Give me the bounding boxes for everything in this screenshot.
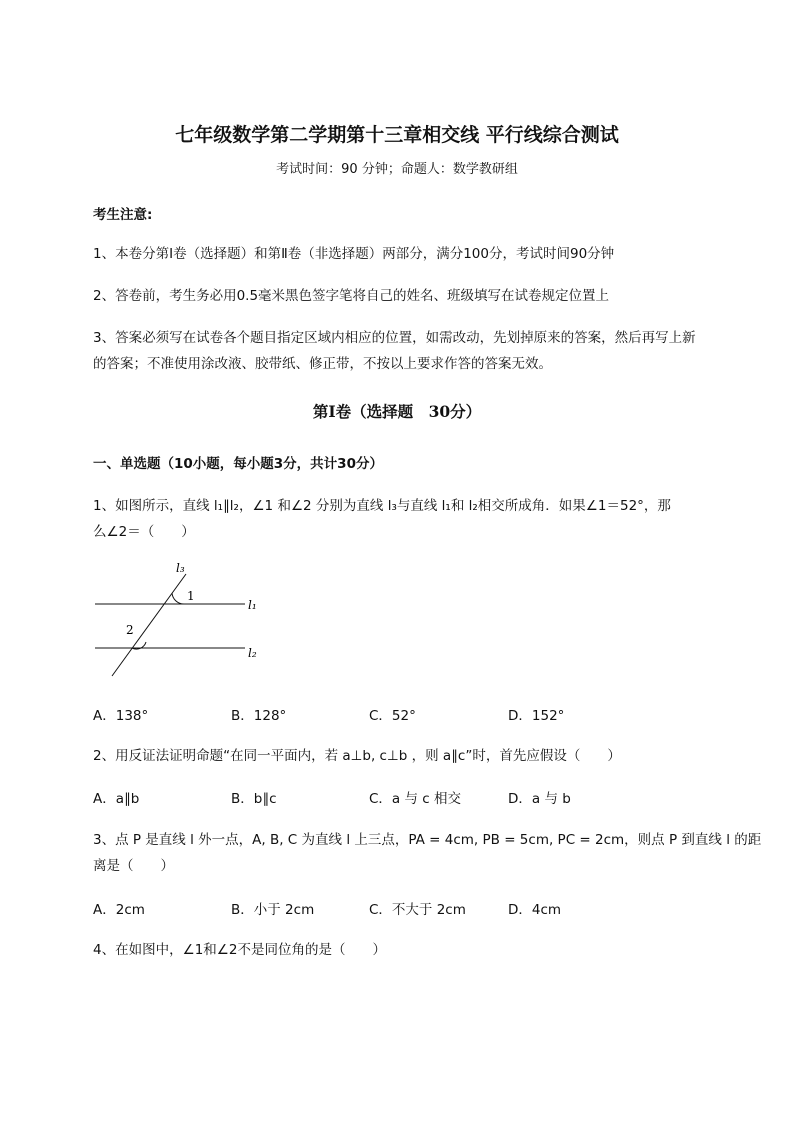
question-1-text: 1、如图所示，直线 l₁∥l₂，∠1 和∠2 分别为直线 l₃与直线 l₁和 l₂相交所成角．如果∠1＝52°，那 <box>93 498 671 514</box>
notice-item-2: 2、答卷前，考生务必用0.5毫米黑色签字笔将自己的姓名、班级填写在试卷规定位置上 <box>93 288 610 304</box>
q2-option-a: A．a∥b <box>93 791 140 807</box>
question-2-text: 2、用反证法证明命题“在同一平面内，若 a⊥b, c⊥b ，则 a∥c”时，首先应假设（ ） <box>93 748 621 764</box>
q1-option-b: B．128° <box>231 708 287 724</box>
notice-item-3: 3、答案必须写在试卷各个题目指定区域内相应的位置，如需改动，先划掉原来的答案，然后再写上新 <box>93 330 696 346</box>
q1-option-a: A．138° <box>93 708 149 724</box>
label-angle-1: 1 <box>187 589 195 603</box>
q2-option-b: B．b∥c <box>231 791 277 807</box>
question-1-text-cont: 么∠2＝（ ） <box>93 524 195 540</box>
question-4-text: 4、在如图中，∠1和∠2不是同位角的是（ ） <box>93 942 386 958</box>
exam-subtitle: 考试时间：90 分钟；命题人：数学教研组 <box>276 162 518 177</box>
question-3-text-cont: 离是（ ） <box>93 858 174 874</box>
notice-item-1: 1、本卷分第Ⅰ卷（选择题）和第Ⅱ卷（非选择题）两部分，满分100分，考试时间90分钟 <box>93 246 615 262</box>
label-l2: l₂ <box>248 646 257 660</box>
section-title: 第Ⅰ卷（选择题 30分） <box>312 402 482 421</box>
label-l3: l₃ <box>176 561 185 575</box>
notice-heading: 考生注意: <box>93 207 153 223</box>
label-l1: l₁ <box>248 598 257 612</box>
part-title: 一、单选题（10小题，每小题3分，共计30分） <box>93 456 383 472</box>
question-3-text: 3、点 P 是直线 l 外一点，A, B, C 为直线 l 上三点，PA = 4cm, PB = 5cm, PC = 2cm，则点 P 到直线 l 的距 <box>93 832 762 848</box>
q3-option-d: D．4cm <box>508 902 562 918</box>
notice-item-3-cont: 的答案；不准使用涂改液、胶带纸、修正带，不按以上要求作答的答案无效。 <box>93 356 552 372</box>
q1-option-d: D．152° <box>508 708 565 724</box>
q3-option-c: C．不大于 2cm <box>369 902 466 918</box>
page-title: 七年级数学第二学期第十三章相交线 平行线综合测试 <box>175 124 619 146</box>
q3-option-a: A．2cm <box>93 902 145 918</box>
label-angle-2: 2 <box>126 623 134 637</box>
line-l3 <box>112 574 186 676</box>
angle-1-arc <box>172 593 184 604</box>
q3-option-b: B．小于 2cm <box>231 902 315 918</box>
q1-option-c: C．52° <box>369 708 416 724</box>
q2-option-d: D．a 与 b <box>508 791 571 807</box>
parallel-lines-figure <box>90 560 280 685</box>
q2-option-c: C．a 与 c 相交 <box>369 791 461 807</box>
